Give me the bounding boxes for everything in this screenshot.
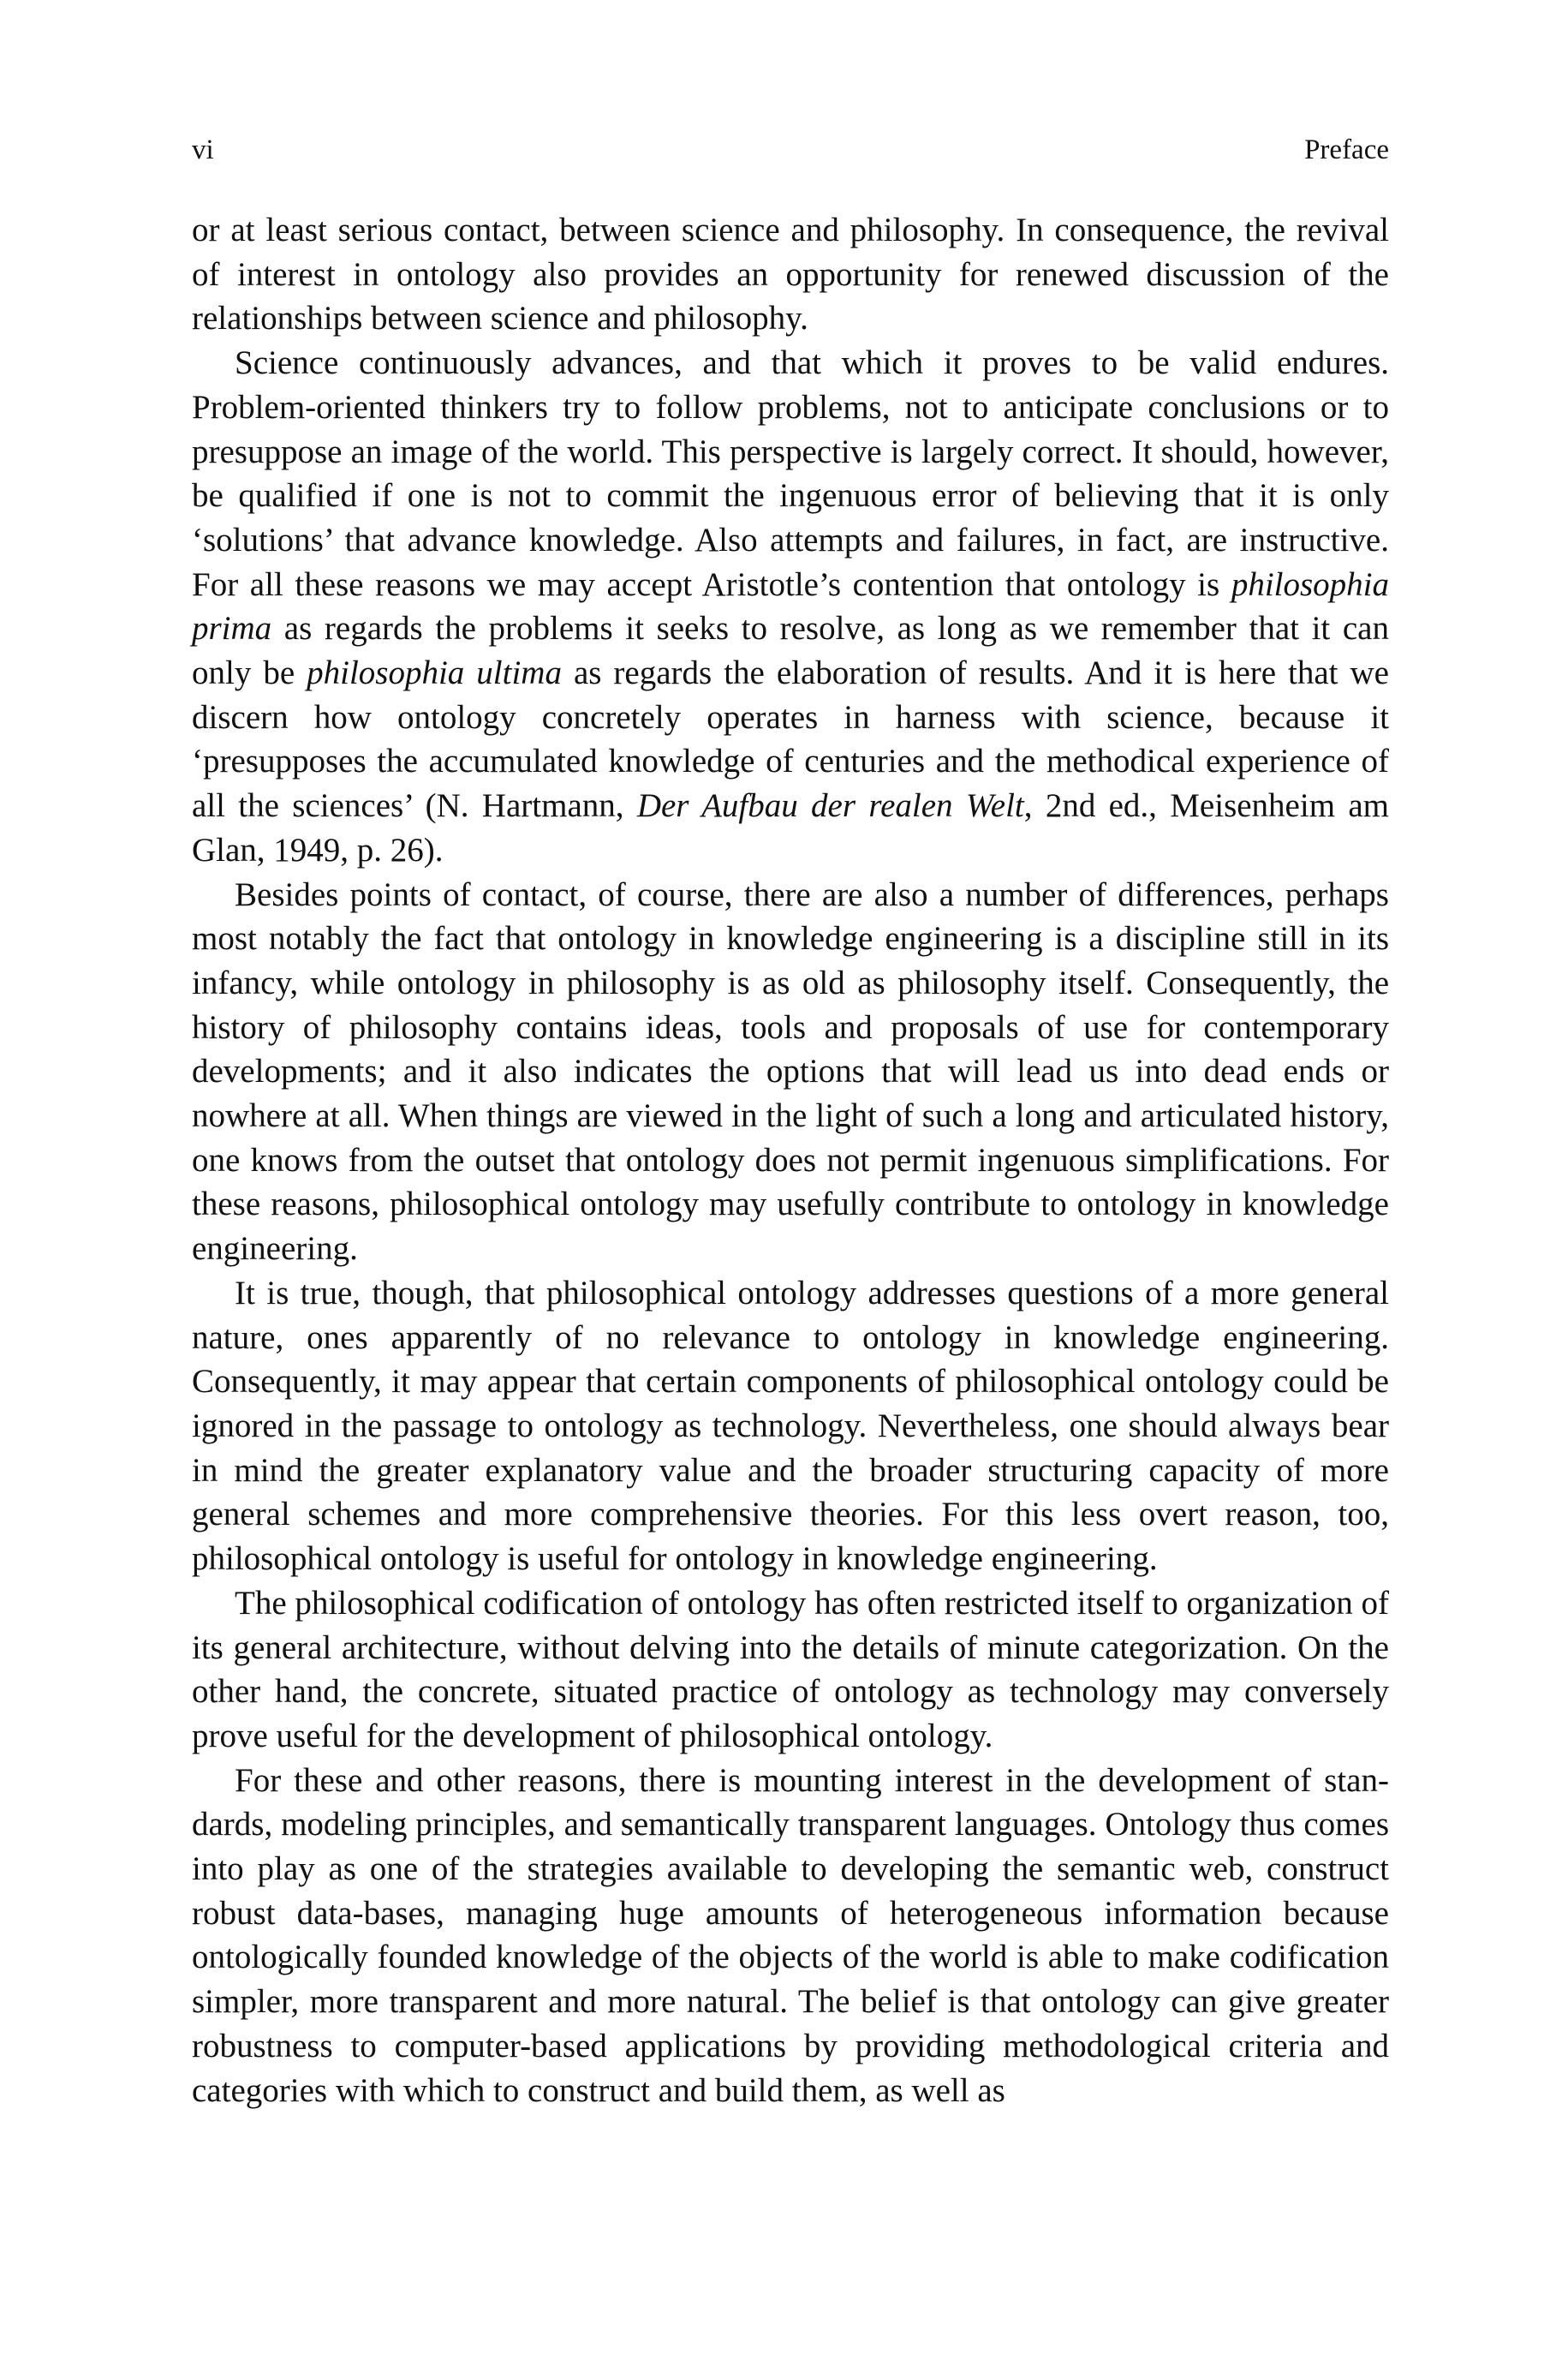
running-head	[192, 128, 1389, 171]
running-head-title: Preface	[1304, 134, 1389, 165]
text-run: as regards the elaboration of results. And it is here that we discern how ontology concretely operates in harness with science, because it ‘presupposes the accumulated knowledge of centuries and the methodical experience of all the sciences’ (N. Hartmann,	[192, 654, 1389, 825]
paragraph-2	[192, 341, 1389, 872]
paragraph-4	[192, 1271, 1389, 1581]
paragraph-5	[192, 1581, 1389, 1759]
body-text	[192, 208, 1389, 2112]
text-run: Science continuously advances, and that which it proves to be valid endures. Problem-oriented thinkers try to follow problems, not to anticipate conclusions or to presuppose an image of the world. This perspective is largely correct. It should, however, be qualified if one is not to commit the ingenuous error of believing that it is only ‘solutions’ that advance knowledge. Also attempts and failures, in fact, are instructive. For all these reasons we may accept Aristotle’s contention that ontology is	[192, 344, 1389, 603]
text-run: The philosophical codification of ontology has often restricted itself to organization of its general architecture, without delving into the details of minute categorization. On the other hand, the concrete, situated practice of ontology as technology may conversely prove useful for the development of philosophical ontology.	[192, 1584, 1389, 1754]
paragraph-3	[192, 873, 1389, 1271]
italic-term: philosophia ultima	[307, 654, 562, 692]
book-title-citation: Der Aufbau der realen Welt	[636, 787, 1024, 825]
text-run: or at least serious contact, between science and philosophy. In consequence, the revival of interest in ontology also provides an opportunity for renewed discussion of the relationships between science and philosophy.	[192, 212, 1389, 338]
text-run: For these and other reasons, there is mounting interest in the development of standards, modeling principles, and semantically transparent languages. Ontology thus comes into play as one of the strategies available to developing the semantic web, construct robust data-bases, managing huge amounts of heterogeneous information because ontologically founded knowledge of the objects of the world is able to make codification simpler, more transparent and more natural. The belief is that ontology can give greater robustness to computer-based applications by providing methodological criteria and categories with which to construct and build them, as well as	[192, 1761, 1389, 2109]
text-run: as regards the problems it seeks to resolve, as long as we remember that it can only be	[192, 610, 1389, 692]
text-run: It is true, though, that philosophical ontology addresses questions of a more general nature, ones apparently of no relevance to ontology in knowledge engineering. Consequently, it may appear that certain components of philosophical ontology could be ignored in the passage to ontology as technology. Nevertheless, one should always bear in mind the greater explanatory value and the broader structuring capacity of more general schemes and more comprehensive theories. For this less overt reason, too, philosophical ontology is useful for ontology in knowledge engineering.	[192, 1274, 1389, 1578]
paragraph-6	[192, 1759, 1389, 2113]
italic-term: philosophia prima	[192, 565, 1389, 648]
paragraph-1	[192, 208, 1389, 341]
page-number: vi	[192, 134, 214, 165]
text-run: Besides points of contact, of course, there are also a number of differences, perhaps most notably the fact that ontology in knowledge engineering is a discipline still in its infancy, while ontology in philosophy is as old as philosophy itself. Consequently, the history of philosophy contains ideas, tools and proposals of use for contemporary developments; and it also indicates the options that will lead us into dead ends or nowhere at all. When things are viewed in the light of such a long and articulated history, one knows from the outset that ontology does not permit ingenuous simplifications. For these reasons, philosophical ontology may usefully contribute to ontology in knowledge engineering.	[192, 875, 1389, 1268]
text-run: , 2nd ed., Meisenheim am Glan, 1949, p. 26).	[192, 787, 1390, 869]
